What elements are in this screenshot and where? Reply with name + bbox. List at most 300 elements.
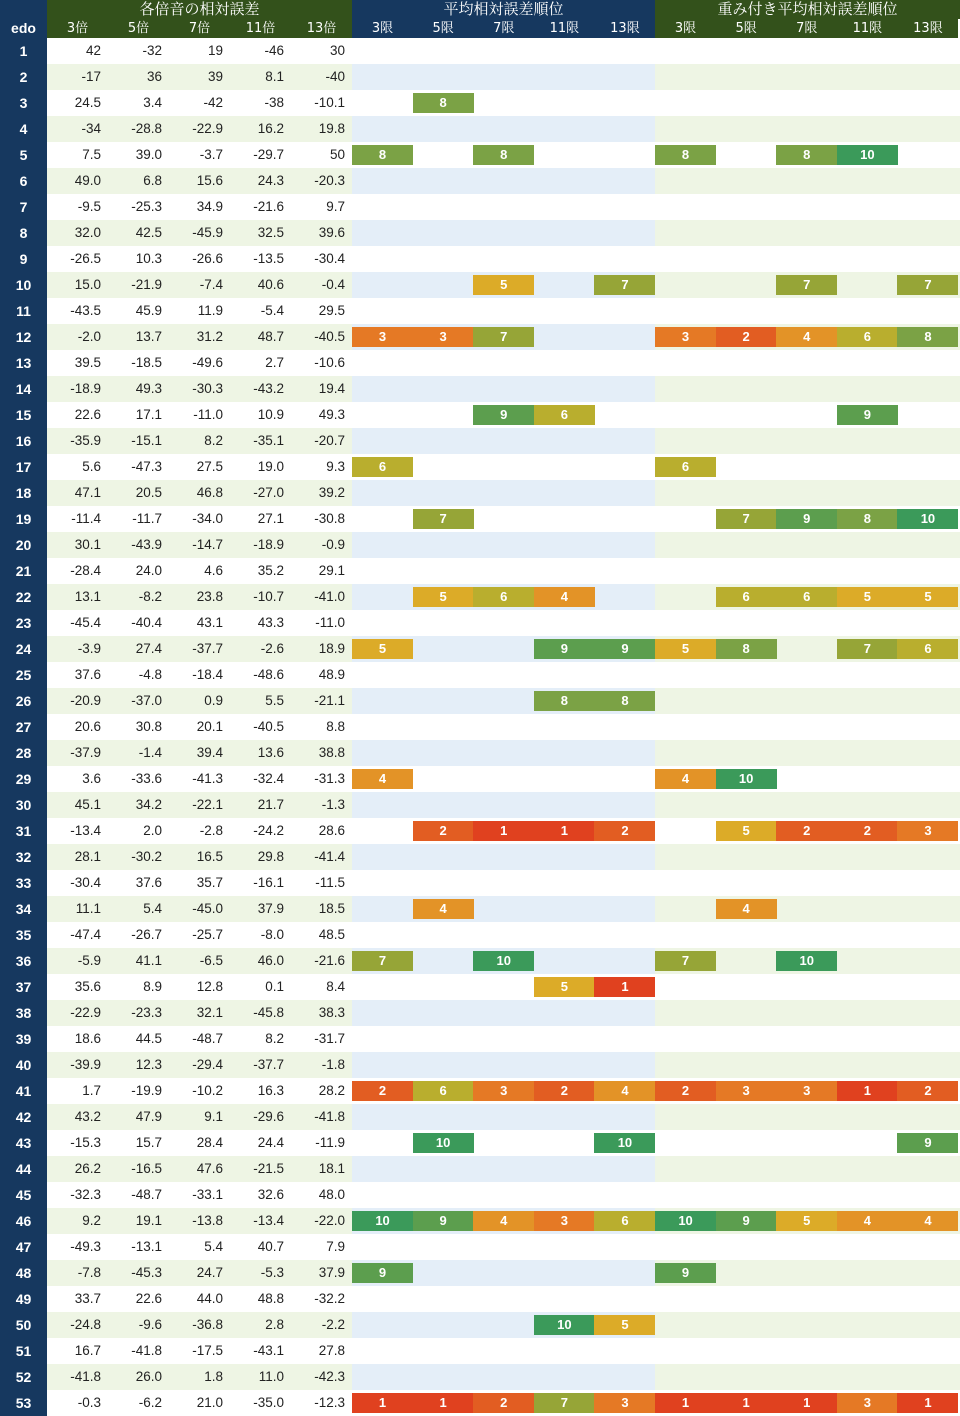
relative-error-cell: 13.7 (135, 329, 162, 344)
row-background-weighted-rank (655, 558, 960, 584)
relative-error-cell: 47.6 (196, 1161, 223, 1176)
relative-error-cell: 35.7 (196, 875, 223, 890)
relative-error-cell: 37.6 (74, 667, 101, 682)
relative-error-cell: 21.0 (196, 1395, 223, 1410)
relative-error-cell: 24.7 (196, 1265, 223, 1280)
relative-error-cell: 24.0 (135, 563, 162, 578)
weighted-rank-cell: 9 (837, 405, 898, 425)
edo-number: 20 (0, 532, 47, 558)
avg-rank-cell: 1 (352, 1393, 413, 1413)
avg-rank-cell: 3 (473, 1081, 534, 1101)
relative-error-cell: -45.3 (131, 1265, 162, 1280)
table-row (0, 402, 960, 428)
relative-error-cell: 2.8 (265, 1317, 284, 1332)
relative-error-cell: 9.1 (204, 1109, 223, 1124)
relative-error-cell: -45.9 (192, 225, 223, 240)
group-title-weighted-rank: 重み付き平均相対誤差順位 (655, 0, 960, 19)
relative-error-cell: -47.4 (70, 927, 101, 942)
table-row (0, 558, 960, 584)
table-row (0, 974, 960, 1000)
table-row (0, 1338, 960, 1364)
relative-error-cell: -48.6 (253, 667, 284, 682)
relative-error-cell: 44.0 (196, 1291, 223, 1306)
relative-error-cell: 48.7 (257, 329, 284, 344)
relative-error-cell: -45.4 (70, 615, 101, 630)
weighted-rank-cell: 10 (776, 951, 837, 971)
table-row (0, 1130, 960, 1156)
weighted-rank-cell: 6 (716, 587, 777, 607)
relative-error-cell: -30.4 (314, 251, 345, 266)
relative-error-cell: -30.3 (192, 381, 223, 396)
row-background-weighted-rank (655, 688, 960, 714)
edo-number: 30 (0, 792, 47, 818)
weighted-rank-cell: 5 (897, 587, 958, 607)
relative-error-cell: 37.6 (135, 875, 162, 890)
relative-error-cell: -43.1 (253, 1343, 284, 1358)
edo-number: 43 (0, 1130, 47, 1156)
relative-error-cell: -5.3 (260, 1265, 284, 1280)
relative-error-cell: -26.5 (70, 251, 101, 266)
weighted-rank-column-header: 7限 (776, 19, 837, 38)
relative-error-cell: 45.1 (74, 797, 101, 812)
row-background-weighted-rank (655, 116, 960, 142)
avg-rank-cell: 4 (594, 1081, 655, 1101)
avg-rank-cell: 7 (413, 509, 474, 529)
weighted-rank-column-header: 3限 (655, 19, 716, 38)
group-title-average-rank: 平均相対誤差順位 (352, 0, 655, 19)
weighted-rank-cell: 10 (837, 145, 898, 165)
relative-error-cell: 19.1 (135, 1213, 162, 1228)
weighted-rank-cell: 5 (655, 639, 716, 659)
relative-error-cell: 32.5 (257, 225, 284, 240)
row-background-weighted-rank (655, 714, 960, 740)
weighted-rank-cell: 2 (655, 1081, 716, 1101)
row-background-avg-rank (352, 1156, 655, 1182)
group-title-relative-error: 各倍音の相対誤差 (47, 0, 352, 19)
relative-error-cell: -29.6 (253, 1109, 284, 1124)
relative-error-cell: -24.8 (70, 1317, 101, 1332)
avg-rank-cell: 6 (413, 1081, 474, 1101)
relative-error-cell: 20.6 (74, 719, 101, 734)
relative-error-cell: 30 (329, 43, 345, 58)
weighted-rank-cell: 7 (897, 275, 958, 295)
relative-error-cell: -21.5 (253, 1161, 284, 1176)
relative-error-cell: 43.2 (74, 1109, 101, 1124)
avg-rank-cell: 2 (534, 1081, 595, 1101)
relative-error-cell: -19.9 (131, 1083, 162, 1098)
relative-error-cell: 47.9 (135, 1109, 162, 1124)
row-background-avg-rank (352, 1000, 655, 1026)
row-background-weighted-rank (655, 740, 960, 766)
table-row (0, 532, 960, 558)
relative-error-cell: 42.5 (135, 225, 162, 240)
relative-error-cell: -11.0 (315, 615, 345, 630)
edo-number: 4 (0, 116, 47, 142)
weighted-rank-cell: 7 (837, 639, 898, 659)
relative-error-cell: 45.9 (135, 303, 162, 318)
avg-rank-cell: 3 (534, 1211, 595, 1231)
relative-error-cell: -37.7 (253, 1057, 284, 1072)
relative-error-cell: -20.7 (314, 433, 345, 448)
relative-error-cell: 18.9 (318, 641, 345, 656)
relative-error-cell: 32.0 (74, 225, 101, 240)
edo-number: 51 (0, 1338, 47, 1364)
row-background-weighted-rank (655, 896, 960, 922)
avg-rank-cell: 8 (534, 691, 595, 711)
row-background-weighted-rank (655, 870, 960, 896)
relative-error-cell: -23.3 (131, 1005, 162, 1020)
row-background-avg-rank (352, 1234, 655, 1260)
weighted-rank-cell: 3 (716, 1081, 777, 1101)
avg-rank-column-header: 5限 (413, 19, 474, 38)
avg-rank-cell: 5 (413, 587, 474, 607)
weighted-rank-cell: 6 (897, 639, 958, 659)
weighted-rank-cell: 8 (897, 327, 958, 347)
avg-rank-cell: 9 (473, 405, 534, 425)
weighted-rank-cell: 10 (897, 509, 958, 529)
table-row (0, 1000, 960, 1026)
relative-error-cell: -18.5 (131, 355, 162, 370)
relative-error-cell: -37.7 (192, 641, 223, 656)
relative-error-cell: 7.9 (326, 1239, 345, 1254)
row-background-weighted-rank (655, 610, 960, 636)
relative-error-cell: 24.4 (257, 1135, 284, 1150)
edo-column-header: edo (0, 19, 47, 38)
table-row (0, 298, 960, 324)
relative-error-cell: -8.2 (138, 589, 162, 604)
relative-error-cell: -2.2 (321, 1317, 345, 1332)
table-row (0, 246, 960, 272)
relative-error-cell: 13.1 (74, 589, 101, 604)
row-background-avg-rank (352, 1286, 655, 1312)
relative-error-cell: -28.8 (131, 121, 162, 136)
avg-rank-cell: 9 (352, 1263, 413, 1283)
avg-rank-cell: 1 (534, 821, 595, 841)
relative-error-cell: -17.5 (192, 1343, 223, 1358)
relative-error-cell: 5.4 (143, 901, 162, 916)
avg-rank-cell: 10 (352, 1211, 413, 1231)
relative-error-cell: 27.8 (318, 1343, 345, 1358)
relative-error-cell: -18.4 (192, 667, 223, 682)
row-background-weighted-rank (655, 1364, 960, 1390)
edo-number: 10 (0, 272, 47, 298)
edo-number: 3 (0, 90, 47, 116)
avg-rank-cell: 2 (352, 1081, 413, 1101)
table-row (0, 740, 960, 766)
table-row (0, 1104, 960, 1130)
edo-number: 27 (0, 714, 47, 740)
relative-error-cell: -34 (81, 121, 101, 136)
relative-error-cell: -11.0 (193, 407, 223, 422)
relative-error-cell: -41.8 (70, 1369, 101, 1384)
edo-number: 8 (0, 220, 47, 246)
relative-error-cell: 27.5 (196, 459, 223, 474)
avg-rank-cell: 8 (594, 691, 655, 711)
relative-error-cell: 29.8 (257, 849, 284, 864)
relative-error-cell: -6.2 (138, 1395, 162, 1410)
table-row (0, 1026, 960, 1052)
table-row (0, 714, 960, 740)
relative-error-cell: 27.4 (135, 641, 162, 656)
row-background-avg-rank (352, 532, 655, 558)
weighted-rank-cell: 10 (655, 1211, 716, 1231)
relative-error-cell: 33.7 (74, 1291, 101, 1306)
relative-error-cell: -13.1 (131, 1239, 162, 1254)
weighted-rank-cell: 1 (716, 1393, 777, 1413)
relative-error-cell: 29.5 (318, 303, 345, 318)
relative-error-cell: -37.9 (70, 745, 101, 760)
relative-error-cell: -41.3 (192, 771, 223, 786)
avg-rank-cell: 9 (413, 1211, 474, 1231)
row-background-weighted-rank (655, 1052, 960, 1078)
relative-error-cell: 30.8 (135, 719, 162, 734)
weighted-rank-cell: 5 (837, 587, 898, 607)
table-row (0, 350, 960, 376)
relative-error-cell: 9.3 (326, 459, 345, 474)
weighted-rank-cell: 8 (716, 639, 777, 659)
edo-number: 53 (0, 1390, 47, 1416)
row-background-avg-rank (352, 1026, 655, 1052)
weighted-rank-cell: 1 (776, 1393, 837, 1413)
relative-error-cell: -1.3 (321, 797, 345, 812)
relative-error-cell: 8.2 (265, 1031, 284, 1046)
weighted-rank-cell: 2 (897, 1081, 958, 1101)
relative-error-cell: -10.6 (314, 355, 345, 370)
table-row (0, 376, 960, 402)
row-background-weighted-rank (655, 792, 960, 818)
avg-rank-cell: 5 (594, 1315, 655, 1335)
relative-error-cell: -15.3 (70, 1135, 101, 1150)
harmonic-column-header: 5倍 (108, 19, 169, 38)
weighted-rank-cell: 7 (716, 509, 777, 529)
relative-error-cell: 38.8 (318, 745, 345, 760)
relative-error-cell: 48.8 (257, 1291, 284, 1306)
relative-error-cell: -32.4 (253, 771, 284, 786)
weighted-rank-cell: 6 (655, 457, 716, 477)
avg-rank-cell: 3 (594, 1393, 655, 1413)
relative-error-cell: 28.4 (196, 1135, 223, 1150)
weighted-rank-cell: 8 (837, 509, 898, 529)
row-background-weighted-rank (655, 428, 960, 454)
edo-number: 11 (0, 298, 47, 324)
relative-error-cell: -10.7 (253, 589, 284, 604)
relative-error-cell: -21.1 (314, 693, 345, 708)
weighted-rank-cell: 4 (776, 327, 837, 347)
relative-error-cell: 0.9 (204, 693, 223, 708)
relative-error-cell: -0.9 (321, 537, 345, 552)
avg-rank-cell: 5 (473, 275, 534, 295)
relative-error-cell: 40.7 (257, 1239, 284, 1254)
avg-rank-cell: 10 (594, 1133, 655, 1153)
relative-error-cell: -37.0 (131, 693, 162, 708)
row-background-weighted-rank (655, 974, 960, 1000)
weighted-rank-cell: 1 (655, 1393, 716, 1413)
edo-number: 25 (0, 662, 47, 688)
relative-error-cell: -40 (325, 69, 345, 84)
relative-error-cell: 41.1 (135, 953, 162, 968)
row-background-avg-rank (352, 116, 655, 142)
relative-error-cell: -29.7 (253, 147, 284, 162)
relative-error-cell: -3.9 (77, 641, 101, 656)
row-background-weighted-rank (655, 376, 960, 402)
relative-error-cell: -32.2 (314, 1291, 345, 1306)
weighted-rank-cell: 3 (897, 821, 958, 841)
weighted-rank-cell: 9 (716, 1211, 777, 1231)
weighted-rank-cell: 2 (716, 327, 777, 347)
relative-error-cell: 39 (207, 69, 223, 84)
avg-rank-cell: 6 (534, 405, 595, 425)
relative-error-cell: -16.1 (253, 875, 284, 890)
weighted-rank-cell: 7 (655, 951, 716, 971)
relative-error-cell: 43.1 (196, 615, 223, 630)
edo-number: 5 (0, 142, 47, 168)
weighted-rank-cell: 3 (837, 1393, 898, 1413)
weighted-rank-cell: 4 (897, 1211, 958, 1231)
weighted-rank-cell: 3 (655, 327, 716, 347)
table-row (0, 1156, 960, 1182)
relative-error-cell: -11.9 (315, 1135, 345, 1150)
relative-error-cell: 16.2 (257, 121, 284, 136)
table-row (0, 90, 960, 116)
avg-rank-cell: 5 (534, 977, 595, 997)
relative-error-cell: -20.9 (70, 693, 101, 708)
row-background-weighted-rank (655, 402, 960, 428)
relative-error-cell: 32.1 (196, 1005, 223, 1020)
avg-rank-cell: 7 (594, 275, 655, 295)
row-background-avg-rank (352, 298, 655, 324)
table-row (0, 870, 960, 896)
relative-error-cell: -48.7 (131, 1187, 162, 1202)
edo-number: 40 (0, 1052, 47, 1078)
relative-error-cell: 15.6 (196, 173, 223, 188)
table-row (0, 1234, 960, 1260)
avg-rank-cell: 7 (352, 951, 413, 971)
relative-error-cell: 23.8 (196, 589, 223, 604)
edo-number: 28 (0, 740, 47, 766)
relative-error-cell: -22.0 (314, 1213, 345, 1228)
row-background-weighted-rank (655, 350, 960, 376)
edo-number: 16 (0, 428, 47, 454)
weighted-rank-cell: 9 (897, 1133, 958, 1153)
avg-rank-cell: 1 (413, 1393, 474, 1413)
relative-error-cell: -14.7 (192, 537, 223, 552)
relative-error-cell: -38 (264, 95, 284, 110)
weighted-rank-cell: 1 (897, 1393, 958, 1413)
table-row (0, 818, 960, 844)
relative-error-cell: -13.5 (253, 251, 284, 266)
relative-error-cell: 28.1 (74, 849, 101, 864)
row-background-weighted-rank (655, 64, 960, 90)
row-background-avg-rank (352, 480, 655, 506)
relative-error-cell: -25.3 (131, 199, 162, 214)
relative-error-cell: -9.5 (77, 199, 101, 214)
avg-rank-column-header: 13限 (594, 19, 655, 38)
edo-number: 7 (0, 194, 47, 220)
row-background-avg-rank (352, 610, 655, 636)
edo-number: 15 (0, 402, 47, 428)
table-row (0, 792, 960, 818)
row-background-avg-rank (352, 350, 655, 376)
relative-error-cell: -21.9 (131, 277, 162, 292)
relative-error-cell: -35.9 (70, 433, 101, 448)
weighted-rank-cell: 8 (655, 145, 716, 165)
relative-error-cell: -42 (203, 95, 223, 110)
row-background-avg-rank (352, 558, 655, 584)
relative-error-cell: -11.4 (71, 511, 101, 526)
table-row (0, 272, 960, 298)
avg-rank-cell: 6 (473, 587, 534, 607)
avg-rank-cell: 4 (352, 769, 413, 789)
relative-error-cell: -32 (142, 43, 162, 58)
weighted-rank-cell: 6 (837, 327, 898, 347)
edo-number: 18 (0, 480, 47, 506)
relative-error-cell: 5.6 (82, 459, 101, 474)
avg-rank-cell: 1 (473, 821, 534, 841)
table-row (0, 636, 960, 662)
avg-rank-cell: 1 (594, 977, 655, 997)
table-row (0, 220, 960, 246)
relative-error-cell: -22.9 (192, 121, 223, 136)
table-row (0, 948, 960, 974)
relative-error-cell: -43.2 (253, 381, 284, 396)
relative-error-cell: 48.0 (318, 1187, 345, 1202)
relative-error-cell: -30.4 (70, 875, 101, 890)
relative-error-cell: 8.2 (204, 433, 223, 448)
relative-error-cell: -42.3 (314, 1369, 345, 1384)
relative-error-cell: 48.5 (318, 927, 345, 942)
relative-error-cell: 2.0 (143, 823, 162, 838)
row-background-avg-rank (352, 194, 655, 220)
row-background-avg-rank (352, 220, 655, 246)
table-row (0, 688, 960, 714)
row-background-avg-rank (352, 38, 655, 64)
relative-error-cell: 37.9 (257, 901, 284, 916)
table-row (0, 480, 960, 506)
weighted-rank-cell: 1 (837, 1081, 898, 1101)
relative-error-cell: 18.6 (74, 1031, 101, 1046)
row-background-weighted-rank (655, 480, 960, 506)
relative-error-cell: 24.5 (74, 95, 101, 110)
harmonic-column-header: 13倍 (291, 19, 352, 38)
relative-error-cell: -30.2 (131, 849, 162, 864)
relative-error-cell: -18.9 (253, 537, 284, 552)
relative-error-cell: 5.4 (204, 1239, 223, 1254)
weighted-rank-cell: 2 (837, 821, 898, 841)
row-background-weighted-rank (655, 662, 960, 688)
relative-error-cell: -2.0 (77, 329, 101, 344)
row-background-weighted-rank (655, 1104, 960, 1130)
row-background-avg-rank (352, 428, 655, 454)
relative-error-cell: -21.6 (314, 953, 345, 968)
row-background-weighted-rank (655, 90, 960, 116)
relative-error-cell: 36 (146, 69, 162, 84)
relative-error-cell: 8.4 (326, 979, 345, 994)
relative-error-cell: -8.0 (260, 927, 284, 942)
weighted-rank-cell: 5 (776, 1211, 837, 1231)
edo-number: 33 (0, 870, 47, 896)
relative-error-cell: -35.0 (253, 1395, 284, 1410)
table-row (0, 1052, 960, 1078)
relative-error-cell: 46.0 (257, 953, 284, 968)
relative-error-cell: 12.3 (135, 1057, 162, 1072)
relative-error-cell: 10.3 (135, 251, 162, 266)
row-background-weighted-rank (655, 168, 960, 194)
relative-error-cell: 34.2 (135, 797, 162, 812)
relative-error-cell: -9.6 (138, 1317, 162, 1332)
relative-error-cell: 15.7 (135, 1135, 162, 1150)
row-background-avg-rank (352, 922, 655, 948)
relative-error-cell: 22.6 (74, 407, 101, 422)
